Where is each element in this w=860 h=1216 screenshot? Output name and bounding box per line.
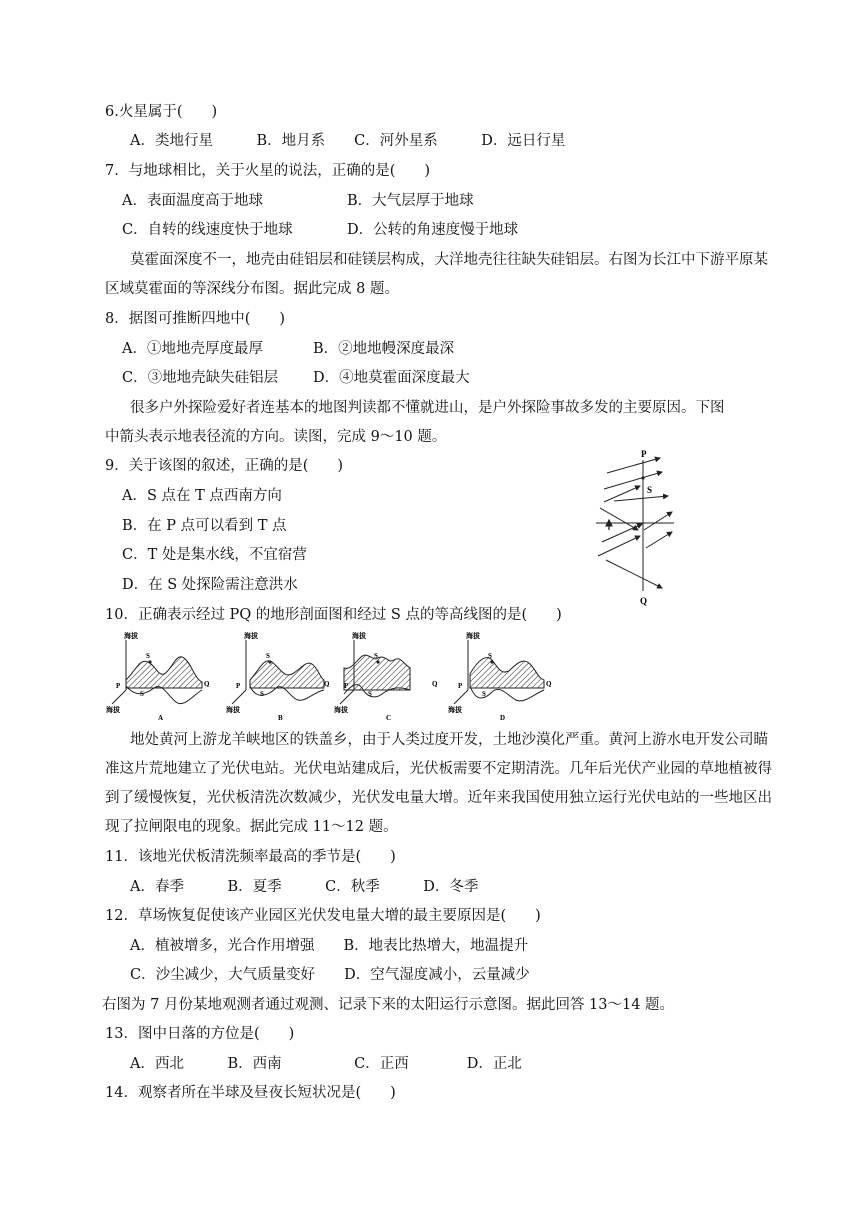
q6-options: A．类地行星 B．地月系 C．河外星系 D．远日行星 — [130, 133, 566, 149]
axis-label-top: 海拔 — [124, 632, 138, 640]
q9-option-c: C．T 处是集水线，不宜宿营 — [122, 547, 307, 563]
q8-option-a: A．①地地壳厚度最厚 — [122, 341, 263, 357]
figure-id: A — [158, 714, 164, 722]
label-s-bottom: S — [260, 690, 264, 698]
label-s-top: S — [146, 652, 150, 660]
q7-option-d: D．公转的角速度慢于地球 — [347, 222, 519, 238]
figure-id: B — [278, 714, 283, 722]
intro8-line1: 莫霍面深度不一，地壳由硅铝层和硅镁层构成，大洋地壳往往缺失硅铝层。右图为长江中下游平原某 — [130, 252, 768, 268]
axis-label-bottom: 海拔 — [334, 706, 348, 714]
q12-stem: 12．草场恢复促使该产业园区光伏发电量大增的最主要原因是( ) — [105, 908, 541, 924]
label-p: P — [458, 682, 463, 690]
label-q: Q — [324, 680, 330, 688]
profile-section — [126, 657, 202, 688]
depth-axis — [454, 690, 468, 704]
profile-figures — [106, 630, 552, 722]
label-p: P — [641, 449, 647, 459]
s-point — [268, 660, 271, 663]
intro11-line1: 地处黄河上游龙羊峡地区的铁盖乡，由于人类过度开发，土地沙漠化严重。黄河上游水电开发公司瞄 — [130, 732, 768, 748]
profile-section — [250, 661, 324, 688]
profile-section — [470, 658, 544, 688]
q9-option-b: B．在 P 点可以看到 T 点 — [122, 518, 287, 534]
label-q: Q — [640, 596, 648, 606]
axis-label-bottom: 海拔 — [448, 706, 462, 714]
q10-stem: 10．正确表示经过 PQ 的地形剖面图和经过 S 点的等高线图的是( ) — [105, 607, 562, 623]
intro11-line3: 到了缓慢恢复，光伏板清洗次数减少，光伏发电量大增。近年来我国使用独立运行光伏电站的一些地区出 — [105, 790, 772, 806]
runoff-arrows-figure — [590, 446, 690, 610]
q11-options: A．春季 B．夏季 C．秋季 D．冬季 — [130, 879, 479, 895]
q13-options: A．西北 B．西南 C．正西 D．正北 — [130, 1056, 522, 1072]
label-s-top: S — [488, 652, 492, 660]
label-p: P — [116, 682, 121, 690]
label-s-bottom: S — [482, 690, 486, 698]
intro11-line4: 现了拉闸限电的现象。据此完成 11～12 题。 — [105, 819, 398, 835]
intro8-line2: 区域莫霍面的等深线分布图。据此完成 8 题。 — [105, 281, 399, 297]
intro9-line2: 中箭头表示地表径流的方向。读图，完成 9～10 题。 — [105, 429, 447, 445]
q7-option-c: C．自转的线速度快于地球 — [122, 222, 293, 238]
profile-A — [106, 631, 210, 722]
profile-D — [448, 631, 552, 722]
label-s: S — [647, 485, 653, 495]
figure-id: D — [500, 714, 506, 722]
label-p: P — [236, 682, 241, 690]
intro11-line2: 准这片荒地建立了光伏电站。光伏电站建成后，光伏板需要不定期清洗。几年后光伏产业园的草地植被得 — [105, 761, 772, 777]
label-q: Q — [432, 680, 438, 688]
depth-axis — [232, 690, 246, 704]
label-s-bottom: S — [140, 690, 144, 698]
axis-label-top: 海拔 — [466, 632, 480, 640]
q13-stem: 13．图中日落的方位是( ) — [105, 1026, 295, 1042]
q9-option-a: A．S 点在 T 点西南方向 — [122, 488, 282, 504]
s-point — [490, 660, 493, 663]
profiles-svg — [106, 630, 552, 722]
profile-B — [226, 631, 330, 722]
q8-stem: 8．据图可推断四地中( ) — [105, 311, 286, 327]
label-q: Q — [204, 680, 210, 688]
profile-C — [334, 631, 438, 722]
axis-label-bottom: 海拔 — [106, 706, 120, 714]
q6-stem: 6.火星属于( ) — [105, 104, 218, 120]
q14-stem: 14．观察者所在半球及昼夜长短状况是( ) — [105, 1085, 396, 1101]
q12-options-cd: C．沙尘减少，大气质量变好 D．空气湿度减小，云量减少 — [130, 967, 530, 983]
s-point — [641, 476, 644, 479]
label-q: Q — [546, 680, 552, 688]
s-point — [376, 660, 379, 663]
label-p: P — [344, 682, 349, 690]
q8-option-c: C．③地地壳缺失硅铝层 — [122, 370, 279, 386]
depth-axis — [340, 690, 354, 704]
q8-option-b: B．②地地幔深度最深 — [313, 341, 455, 357]
figure-id: C — [386, 714, 392, 722]
axis-label-top: 海拔 — [244, 632, 258, 640]
q9-stem: 9．关于该图的叙述，正确的是( ) — [105, 458, 344, 474]
depth-axis — [112, 690, 126, 704]
q9-option-d: D．在 S 处探险需注意洪水 — [122, 577, 298, 593]
label-s-top: S — [266, 652, 270, 660]
q7-option-a: A．表面温度高于地球 — [122, 193, 263, 209]
axis-label-bottom: 海拔 — [226, 706, 240, 714]
intro13-line1: 右图为 7 月份某地观测者通过观测、记录下来的太阳运行示意图。据此回答 13～14 题。 — [102, 997, 675, 1013]
contour-line — [126, 686, 202, 704]
intro9-line1: 很多户外探险爱好者连基本的地图判读都不懂就进山，是户外探险事故多发的主要原因。下图 — [130, 400, 725, 416]
q11-stem: 11．该地光伏板清洗频率最高的季节是( ) — [105, 849, 396, 865]
axis-label-top: 海拔 — [352, 632, 366, 640]
q7-stem: 7．与地球相比，关于火星的说法，正确的是( ) — [105, 163, 431, 179]
label-s-top: S — [374, 652, 378, 660]
q12-options-ab: A．植被增多，光合作用增强 B．地表比热增大，地温提升 — [130, 938, 529, 954]
q7-option-b: B．大气层厚于地球 — [347, 193, 474, 209]
q8-option-d: D．④地莫霍面深度最大 — [313, 370, 470, 386]
label-s-bottom: S — [368, 690, 372, 698]
s-point — [148, 660, 151, 663]
